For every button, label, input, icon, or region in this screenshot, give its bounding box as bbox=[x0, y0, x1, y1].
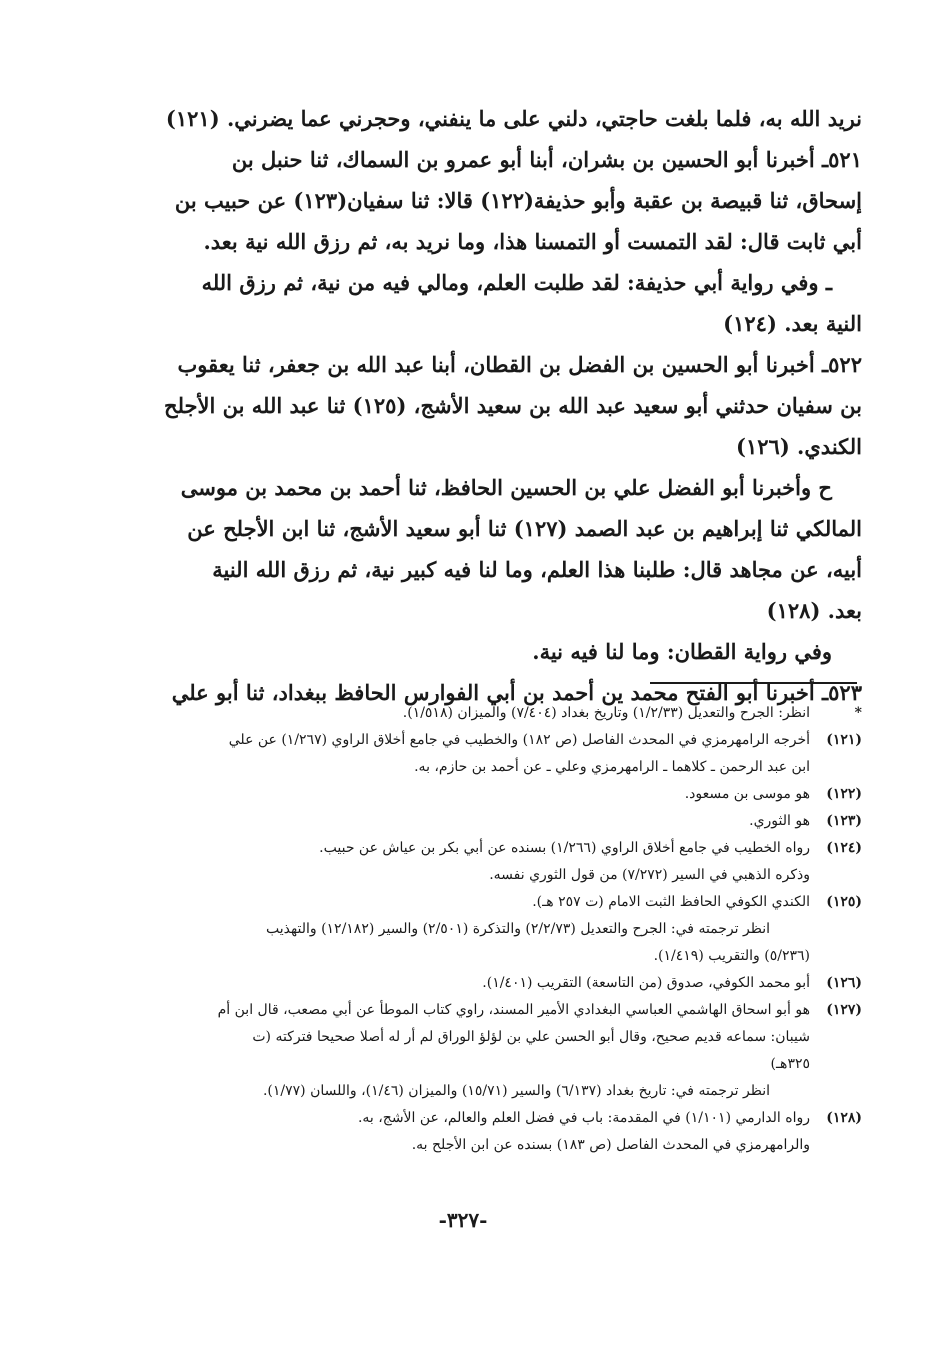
footnote-text: شيبان: سماعه قديم صحيح، وقال أبو الحسن علي بن لؤلؤ الوراق لم أر له أصلا صحيحا فتركته (ت bbox=[252, 1029, 810, 1045]
footnote bbox=[150, 997, 862, 1024]
main-line: الكندي. (١٢٦) bbox=[736, 434, 862, 459]
footnote-text: وذكره الذهبي في السير (٧/٢٧٢) من قول الثوري نفسه. bbox=[489, 867, 810, 883]
footnote-continuation bbox=[150, 943, 862, 970]
footnotes-block bbox=[150, 700, 862, 1159]
main-line: ٥٢٢ـ أخبرنا أبو الحسين بن الفضل بن القطان، أبنا عبد الله بن جعفر، ثنا يعقوب bbox=[177, 352, 862, 377]
footnote-number bbox=[810, 1078, 862, 1105]
main-line: نريد الله به، فلما بلغت حاجتي، دلني على ما ينفني، وحجرني عما يضرني. (١٢١) bbox=[165, 106, 862, 131]
footnote bbox=[150, 808, 862, 835]
footnote-text: والرامهرمزي في المحدث الفاصل (ص ١٨٣) بسنده عن ابن الأجلح به. bbox=[411, 1137, 810, 1153]
footnote-text: ابن عبد الرحمن ـ كلاهما ـ الرامهرمزي وعلي ـ عن أحمد بن حازم، به. bbox=[414, 759, 810, 775]
footnote-number: (١٢١) bbox=[826, 732, 862, 748]
main-line: ـ وفي رواية أبي حذيفة: لقد طلبت العلم، ومالي فيه من نية، ثم رزق الله bbox=[201, 270, 832, 295]
main-line: النية بعد. (١٢٤) bbox=[723, 311, 862, 336]
footnote-number: (١٢٢) bbox=[826, 786, 862, 802]
footnote-continuation bbox=[150, 1051, 862, 1078]
footnote-text: أخرجه الرامهرمزي في المحدث الفاصل (ص ١٨٢) والخطيب في جامع أخلاق الراوي (١/٢٦٧) عن علي bbox=[228, 732, 810, 748]
footnote bbox=[150, 781, 862, 808]
footnote-number bbox=[810, 916, 862, 943]
footnote-number: (١٢٨) bbox=[826, 1110, 862, 1126]
footnote-number bbox=[810, 1051, 862, 1078]
footnote-number: (١٢٦) bbox=[826, 975, 862, 991]
footnote-text: رواه الخطيب في جامع أخلاق الراوي (١/٢٦٦) بسنده عن أبي بكر بن عياش عن حبيب. bbox=[319, 840, 810, 856]
footnote-text: رواه الدارمي (١/١٠١) في المقدمة: باب في فضل العلم والعالم، عن الأشج، به. bbox=[357, 1110, 810, 1126]
footnote-number bbox=[810, 943, 862, 970]
footnote-continuation bbox=[150, 1024, 862, 1051]
main-line: ٥٢١ـ أخبرنا أبو الحسين بن بشران، أبنا أبو عمرو بن السماك، ثنا حنبل بن bbox=[231, 147, 862, 172]
main-line: أبيه، عن مجاهد قال: طلبنا هذا العلم، وما لنا فيه كبير نية، ثم رزق الله النية bbox=[212, 557, 862, 582]
footnote-text: (٥/٢٣٦) والتقريب (١/٤١٩). bbox=[653, 948, 810, 964]
footnote bbox=[150, 727, 862, 754]
footnote bbox=[150, 835, 862, 862]
footnote bbox=[150, 1105, 862, 1132]
footnote-text: هو موسى بن مسعود. bbox=[684, 786, 810, 802]
footnote-text: هو أبو اسحاق الهاشمي العباسي البغدادي الأمير المسند، راوي كتاب الموطأ عن أبي مصعب، قال ابن أم bbox=[217, 1002, 810, 1018]
main-line: إسحاق، ثنا قبيصة بن عقبة وأبو حذيفة(١٢٢) قالا: ثنا سفيان(١٢٣) عن حبيب بن bbox=[174, 188, 862, 213]
footnote-text: انظر ترجمته في: الجرح والتعديل (٢/٢/٧٣) والتذكرة (٢/٥٠١) والسير (١٢/١٨٢) والتهذيب bbox=[266, 921, 770, 937]
footnote bbox=[150, 970, 862, 997]
main-line: ح وأخبرنا أبو الفضل علي بن الحسين الحافظ، ثنا أحمد بن محمد بن موسى bbox=[180, 475, 832, 500]
footnote-number: (١٢٥) bbox=[826, 894, 862, 910]
main-line: أبي ثابت قال: لقد التمست أو التمسنا هذا، وما نريد به، ثم رزق الله نية بعد. bbox=[203, 229, 862, 254]
page-number: -٣٢٧- bbox=[438, 1208, 488, 1232]
footnote-number bbox=[810, 1132, 862, 1159]
footnote-number: (١٢٤) bbox=[826, 840, 862, 856]
main-line: بعد. (١٢٨) bbox=[766, 598, 862, 623]
footnote-continuation bbox=[150, 1132, 862, 1159]
footnote-number: * bbox=[854, 705, 862, 721]
footnote-continuation bbox=[150, 754, 862, 781]
footnote-number bbox=[810, 862, 862, 889]
footnote-text: ٣٢٥هـ) bbox=[770, 1056, 810, 1072]
footnote bbox=[150, 700, 862, 727]
footnote-number: (١٢٧) bbox=[826, 1002, 862, 1018]
footnote-number: (١٢٣) bbox=[826, 813, 862, 829]
footnote-text: هو الثوري. bbox=[749, 813, 810, 829]
main-line: بن سفيان حدثني أبو سعيد عبد الله بن سعيد الأشج، (١٢٥) ثنا عبد الله بن الأجلح bbox=[164, 393, 862, 418]
footnote-divider bbox=[650, 682, 857, 684]
main-line: وفي رواية القطان: وما لنا فيه نية. bbox=[532, 639, 832, 664]
main-text-block bbox=[150, 98, 862, 713]
footnote-continuation bbox=[150, 916, 862, 943]
footnote-continuation bbox=[150, 862, 862, 889]
footnote-text: انظر ترجمته في: تاريخ بغداد (٦/١٣٧) والسير (١٥/٧١) والميزان (١/٤٦)، واللسان (١/٧٧). bbox=[262, 1083, 770, 1099]
footnote-number bbox=[810, 754, 862, 781]
main-line: ٥٢٣ـ أخبرنا أبو الفتح محمد ين أحمد بن أبي الفوارس الحافظ ببغداد، ثنا أبو علي bbox=[171, 680, 862, 705]
footnote-text: الكندي الكوفي الحافظ الثبت الامام (ت ٢٥٧ هـ). bbox=[532, 894, 810, 910]
footnote-number bbox=[810, 1024, 862, 1051]
footnote-continuation bbox=[150, 1078, 862, 1105]
footnote-text: انظر: الجرح والتعديل (١/٢/٣٣) وتاريخ بغداد (٧/٤٠٤) والميزان (١/٥١٨). bbox=[402, 705, 810, 721]
footnote-text: أبو محمد الكوفي، صدوق (من التاسعة) التقريب (١/٤٠١). bbox=[482, 975, 810, 991]
main-line: المالكي ثنا إبراهيم بن عبد الصمد (١٢٧) ثنا أبو سعيد الأشج، ثنا ابن الأجلح عن bbox=[187, 516, 862, 541]
footnote bbox=[150, 889, 862, 916]
